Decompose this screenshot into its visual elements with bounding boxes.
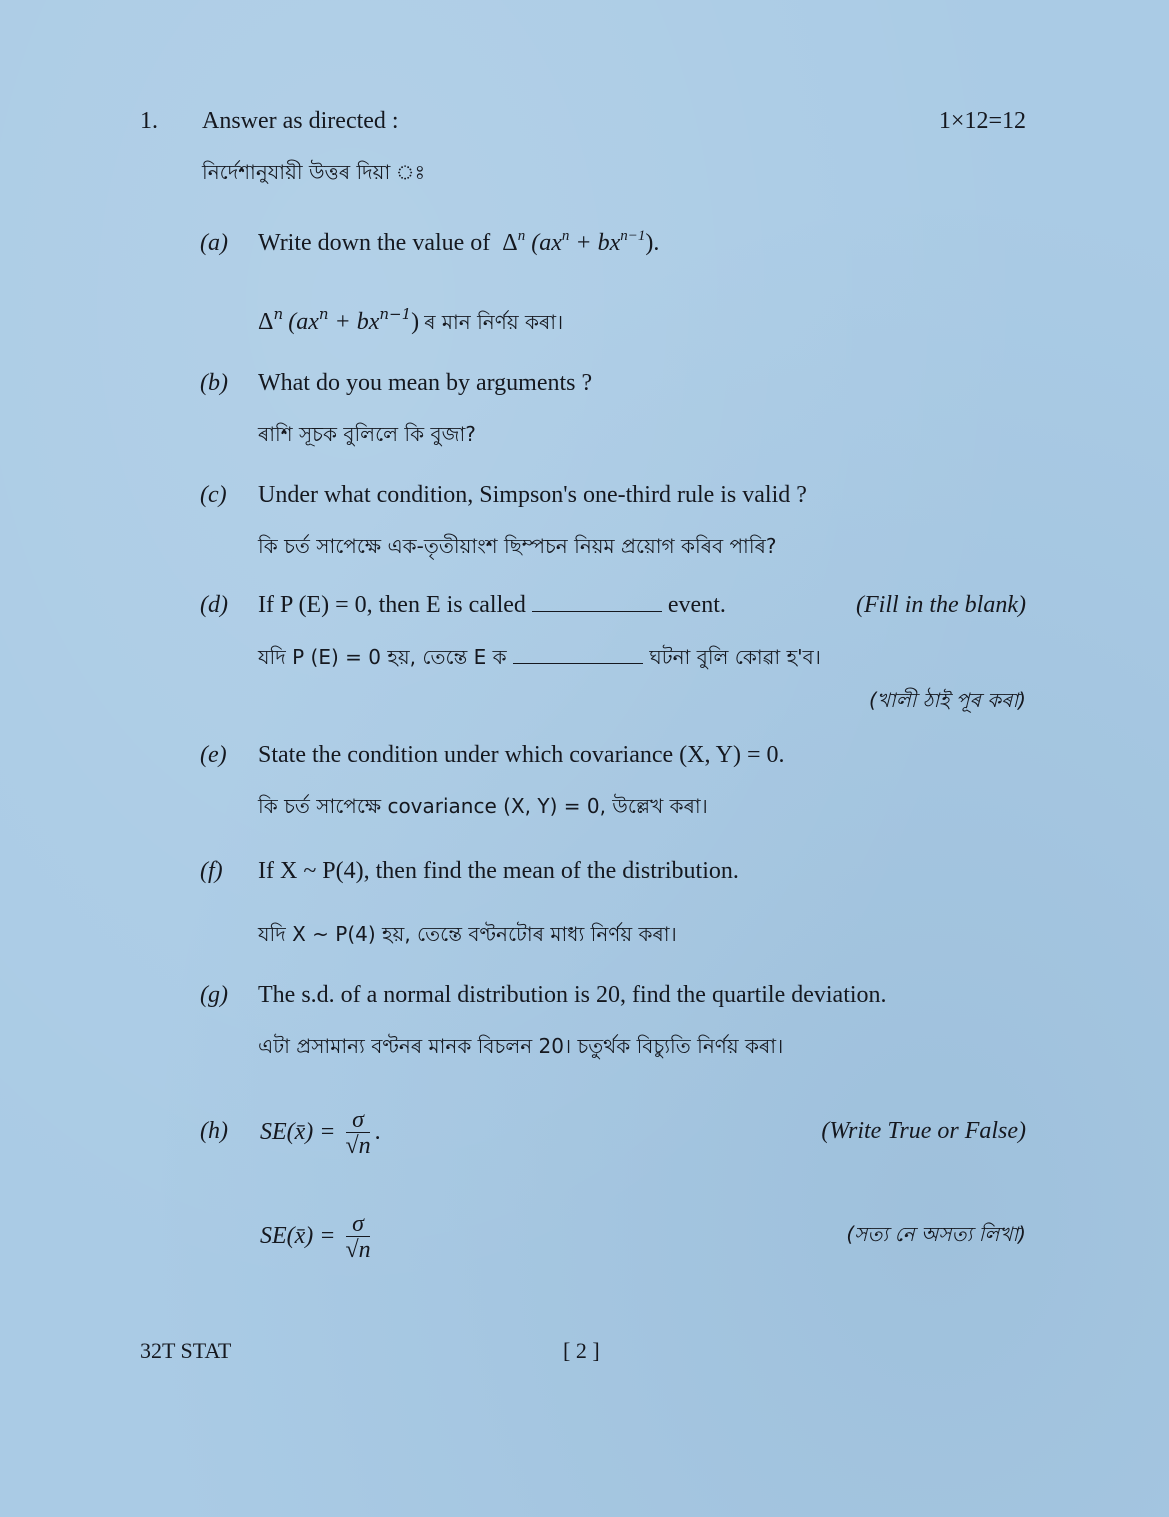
item-e-assamese: কি চৰ্ত সাপেক্ষে covariance (X, Y) = 0, উল্লেখ কৰা। <box>258 794 708 818</box>
item-label-b: (b) <box>200 370 228 396</box>
item-label-a: (a) <box>200 230 228 256</box>
item-label-e: (e) <box>200 742 227 768</box>
marks: 1×12=12 <box>938 108 1026 134</box>
item-d-instruction-assamese: (খালী ঠাই পূৰ কৰা) <box>868 688 1026 712</box>
item-label-f: (f) <box>200 858 223 884</box>
item-label-c: (c) <box>200 482 227 508</box>
item-h-instruction-assamese: (সত্য নে অসত্য লিখা) <box>846 1222 1026 1246</box>
item-d-english: If P (E) = 0, then E is called event. <box>258 592 726 618</box>
item-c-assamese: কি চৰ্ত সাপেক্ষে এক-তৃতীয়াংশ ছিম্পচন নিয়ম প্ৰয়োগ কৰিব পাৰি? <box>258 534 777 558</box>
fill-blank-assamese <box>513 645 643 664</box>
item-label-g: (g) <box>200 982 228 1008</box>
fill-blank <box>532 593 662 612</box>
item-h-formula: SE(x̄) = $\frac{\sigma}{√n}$ . <box>260 1107 381 1159</box>
item-a-english: Write down the value of $\Delta^n$ $(ax^n + bx^{n-1})$. <box>258 228 660 256</box>
item-h-formula-assamese: SE(x̄) = $\frac{\sigma}{√n}$ <box>260 1211 371 1263</box>
item-a-assamese: Δn (axn + bxn−1) ৰ মান নিৰ্ণয় কৰা। <box>258 305 564 335</box>
question-number: 1. <box>140 108 158 134</box>
item-f-english: If X ~ P(4), then find the mean of the distribution. <box>258 858 739 884</box>
item-e-english: State the condition under which covariance (X, Y) = 0. <box>258 742 785 768</box>
item-f-assamese: যদি X ~ P(4) হয়, তেন্তে বণ্টনটোৰ মাধ্য নিৰ্ণয় কৰা। <box>258 922 677 946</box>
item-label-d: (d) <box>200 592 228 618</box>
item-d-assamese: যদি P (E) = 0 হয়, তেন্তে E ক ঘটনা বুলি কোৱা হ'ব। <box>258 645 821 669</box>
item-c-english: Under what condition, Simpson's one-third rule is valid ? <box>258 482 807 508</box>
item-b-english: What do you mean by arguments ? <box>258 370 593 396</box>
item-label-h: (h) <box>200 1118 228 1144</box>
question-prompt-assamese: নিৰ্দেশানুযায়ী উত্তৰ দিয়া ঃ <box>202 160 426 184</box>
item-h-instruction: (Write True or False) <box>821 1118 1026 1144</box>
item-g-assamese: এটা প্ৰসামান্য বণ্টনৰ মানক বিচলন 20। চতুৰ্থক বিচ্যুতি নিৰ্ণয় কৰা। <box>258 1034 784 1058</box>
question-prompt: Answer as directed : <box>202 108 399 134</box>
paper-code: 32T STAT <box>140 1338 232 1363</box>
item-g-english: The s.d. of a normal distribution is 20, find the quartile deviation. <box>258 982 887 1008</box>
page-number: [ 2 ] <box>563 1338 600 1363</box>
item-d-instruction: (Fill in the blank) <box>856 592 1026 618</box>
item-b-assamese: ৰাশি সূচক বুলিলে কি বুজা? <box>258 422 476 446</box>
